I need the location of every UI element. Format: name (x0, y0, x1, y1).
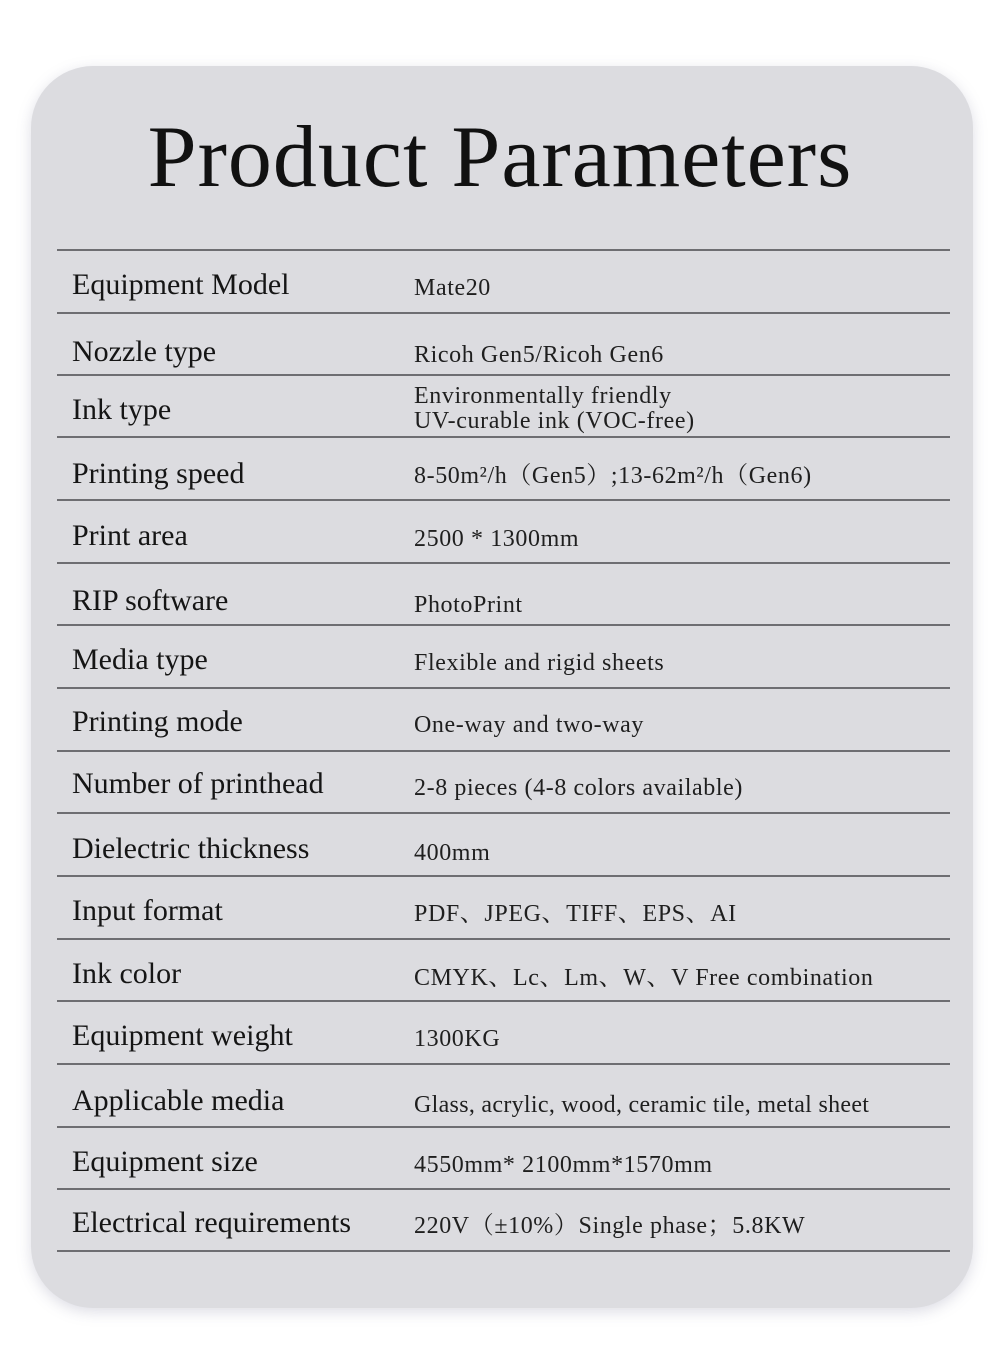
param-label-media-type: Media type (72, 643, 208, 676)
param-label-rip-software: RIP software (72, 584, 229, 617)
table-divider (57, 562, 950, 564)
param-value-nozzle-type: Ricoh Gen5/Ricoh Gen6 (414, 342, 664, 368)
table-divider (57, 750, 950, 752)
param-value-printing-mode: One-way and two-way (414, 712, 644, 738)
param-label-ink-color: Ink color (72, 957, 182, 990)
param-label-equipment-weight: Equipment weight (72, 1019, 293, 1052)
param-label-nozzle-type: Nozzle type (72, 335, 217, 368)
param-label-applicable-media: Applicable media (72, 1084, 285, 1117)
ink-type-line-2: UV-curable ink (VOC-free) (414, 408, 695, 434)
param-label-equipment-model: Equipment Model (72, 268, 290, 301)
param-label-printing-mode: Printing mode (72, 705, 243, 738)
ink-type-line-1: Environmentally friendly (414, 383, 672, 409)
param-value-number-of-printhead: 2-8 pieces (4-8 colors available) (414, 775, 743, 801)
param-label-input-format: Input format (72, 894, 223, 927)
table-divider (57, 938, 950, 940)
param-label-printing-speed: Printing speed (72, 457, 245, 490)
param-value-equipment-weight: 1300KG (414, 1026, 501, 1052)
param-value-ink-color: CMYK、Lc、Lm、W、V Free combination (414, 965, 874, 991)
table-divider (57, 812, 950, 814)
table-divider (57, 1188, 950, 1190)
param-value-input-format: PDF、JPEG、TIFF、EPS、AI (414, 901, 737, 927)
param-value-applicable-media: Glass, acrylic, wood, ceramic tile, metal sheet (414, 1092, 870, 1118)
table-divider (57, 1126, 950, 1128)
param-value-rip-software: PhotoPrint (414, 592, 523, 618)
table-divider (57, 499, 950, 501)
table-divider (57, 875, 950, 877)
page-title: Product Parameters (147, 109, 853, 206)
param-value-equipment-size: 4550mm* 2100mm*1570mm (414, 1152, 713, 1178)
param-value-equipment-model: Mate20 (414, 275, 491, 301)
param-value-printing-speed: 8-50m²/h（Gen5）;13-62m²/h（Gen6) (414, 463, 812, 489)
table-divider (57, 436, 950, 438)
table-divider (57, 1063, 950, 1065)
table-divider (57, 624, 950, 626)
param-label-ink-type: Ink type (72, 393, 172, 426)
param-label-equipment-size: Equipment size (72, 1145, 258, 1178)
table-divider (57, 1000, 950, 1002)
table-divider (57, 312, 950, 314)
param-label-print-area: Print area (72, 519, 188, 552)
table-divider (57, 374, 950, 376)
param-value-media-type: Flexible and rigid sheets (414, 650, 665, 676)
param-value-electrical-requirements: 220V（±10%）Single phase；5.8KW (414, 1213, 806, 1239)
param-label-number-of-printhead: Number of printhead (72, 767, 324, 800)
param-value-dielectric-thickness: 400mm (414, 840, 491, 866)
param-label-dielectric-thickness: Dielectric thickness (72, 832, 310, 865)
table-divider (57, 1250, 950, 1252)
param-value-ink-type (414, 384, 695, 434)
table-divider (57, 249, 950, 251)
table-divider (57, 687, 950, 689)
param-label-electrical-requirements: Electrical requirements (72, 1206, 352, 1239)
param-value-print-area: 2500 * 1300mm (414, 526, 580, 552)
